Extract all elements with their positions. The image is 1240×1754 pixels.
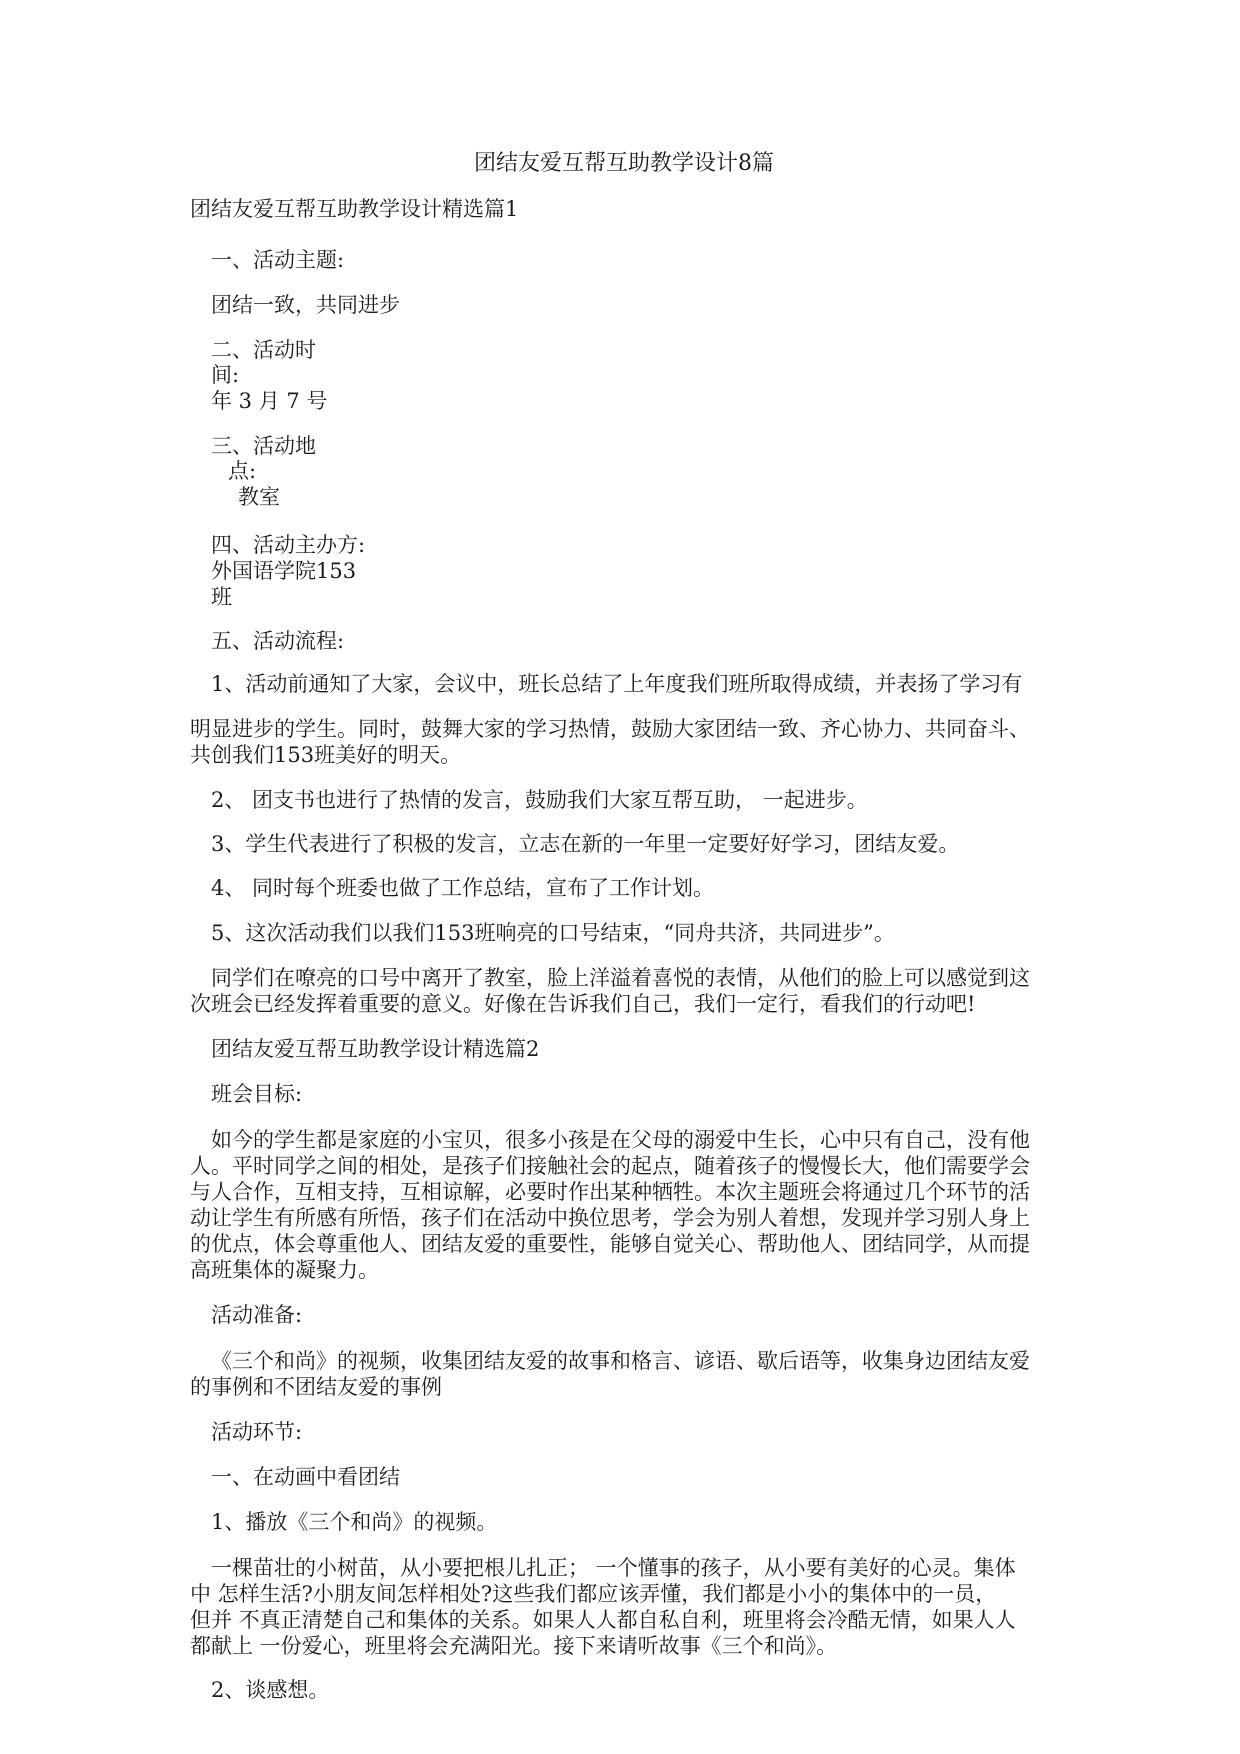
section-heading-1: 团结友爱互帮互助教学设计精选篇1 [190,197,519,221]
flow-item-1-line1: 1、活动前通知了大家，会议中，班长总结了上年度我们班所取得成绩，并表扬了学习有 [211,672,1023,696]
step1-item1: 1、播放《三个和尚》的视频。 [211,1510,498,1534]
section-heading-2: 团结友爱互帮互助教学设计精选篇2 [211,1037,540,1061]
place-label-line1: 三、活动地 [211,434,316,458]
flow-item-2: 2、 团支书也进行了热情的发言，鼓励我们大家互帮互助， 一起进步。 [211,788,868,812]
prep-label: 活动准备: [211,1303,303,1327]
goal-line6: 高班集体的凝聚力。 [190,1258,379,1282]
goal-line4: 动让学生有所感有所悟，孩子们在活动中换位思考，学会为别人着想，发现并学习别人身上 [190,1206,1030,1230]
flow-item-1-line2: 明显进步的学生。同时，鼓舞大家的学习热情，鼓励大家团结一致、齐心协力、共同奋斗、 [190,717,1030,741]
goal-label: 班会目标: [211,1082,303,1106]
story-line1: 一棵苗壮的小树苗，从小要把根儿扎正； 一个懂事的孩子，从小要有美好的心灵。集体 [211,1556,1016,1580]
place-value: 教室 [238,485,280,509]
steps-label: 活动环节: [211,1420,303,1444]
flow-item-3: 3、学生代表进行了积极的发言，立志在新的一年里一定要好好学习，团结友爱。 [211,832,960,856]
host-label: 四、活动主办方: [211,533,366,557]
theme-value: 团结一致，共同进步 [211,293,400,317]
closing-line2: 次班会已经发挥着重要的意义。好像在告诉我们自己，我们一定行，看我们的行动吧! [190,992,976,1016]
story-line3: 但并 不真正清楚自己和集体的关系。如果人人都自私自利，班里将会冷酷无情，如果人人 [190,1608,1016,1632]
story-line2: 中 怎样生活?小朋友间怎样相处?这些我们都应该弄懂，我们都是小小的集体中的一员， [190,1582,997,1606]
closing-line1: 同学们在嘹亮的口号中离开了教室，脸上洋溢着喜悦的表情，从他们的脸上可以感觉到这 [211,966,1030,990]
prep-line2: 的事例和不团结友爱的事例 [190,1375,442,1399]
goal-line2: 人。平时同学之间的相处，是孩子们接触社会的起点，随着孩子的慢慢长大，他们需要学会 [190,1154,1030,1178]
flow-item-1-line3: 共创我们153班美好的明天。 [190,743,462,767]
step1-heading: 一、在动画中看团结 [211,1465,400,1489]
prep-line1: 《三个和尚》的视频，收集团结友爱的故事和格言、谚语、歇后语等，收集身边团结友爱 [211,1349,1030,1373]
step1-item2: 2、谈感想。 [211,1678,330,1702]
story-line4: 都献上 一份爱心，班里将会充满阳光。接下来请听故事《三个和尚》。 [190,1634,838,1658]
time-label-line2: 间: [211,363,240,387]
document-title: 团结友爱互帮互助教学设计8篇 [474,151,774,176]
time-label-line1: 二、活动时 [211,338,316,362]
flow-item-4: 4、 同时每个班委也做了工作总结，宣布了工作计划。 [211,876,715,900]
theme-label: 一、活动主题: [211,248,345,272]
time-value: 年 3 月 7 号 [211,389,328,413]
host-value-line1: 外国语学院153 [211,559,357,583]
goal-line1: 如今的学生都是家庭的小宝贝，很多小孩是在父母的溺爱中生长，心中只有自己，没有他 [211,1128,1030,1152]
flow-item-5: 5、这次活动我们以我们153班响亮的口号结束，“同舟共济，共同进步”。 [211,921,895,945]
goal-line5: 的优点，体会尊重他人、团结友爱的重要性，能够自觉关心、帮助他人、团结同学，从而提 [190,1232,1030,1256]
flow-label: 五、活动流程: [211,629,345,653]
place-label-line2: 点: [228,459,257,483]
host-value-line2: 班 [211,585,232,609]
goal-line3: 与人合作，互相支持，互相谅解，必要时作出某种牺牲。本次主题班会将通过几个环节的活 [190,1180,1030,1204]
